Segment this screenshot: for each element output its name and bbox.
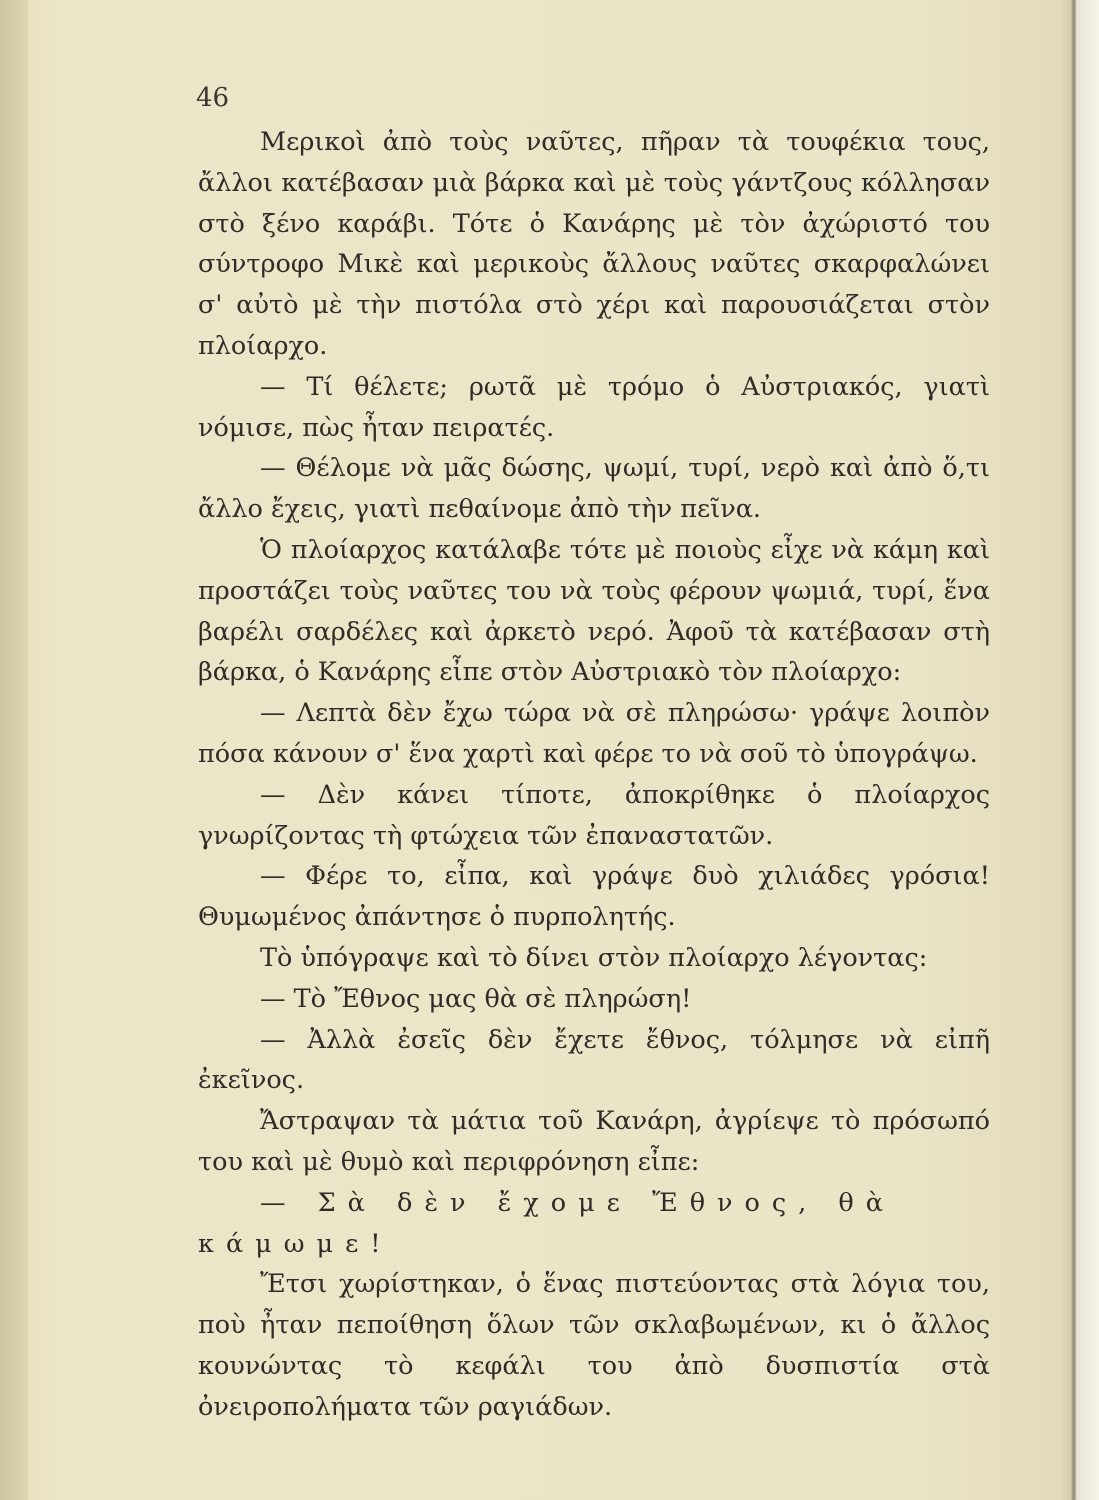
paragraph-7: — Φέρε το, εἶπα, καὶ γράψε δυὸ χιλιάδες γρόσια! Θυμωμένος ἀπάντησε ὁ πυρπολητής. [198,861,990,933]
paragraph-6: — Δὲν κάνει τίποτε, ἀποκρίθηκε ὁ πλοίαρχος γνωρίζοντας τὴ φτώχεια τῶν ἐπαναστατῶν. [198,779,990,851]
paragraph-4: Ὁ πλοίαρχος κατάλαβε τότε μὲ ποιοὺς εἶχε νὰ κάμη καὶ προστάζει τοὺς ναῦτες του νὰ τοὺς φέρουν ψωμιά, τυρί, ἕνα βαρέλι σαρδέλες καὶ ἀρκετὸ νερό. Ἀφοῦ τὰ κατέβασαν στὴ βάρκα, ὁ Κανάρης εἶπε στὸν Αὐστριακὸ τὸν πλοίαρχο: [198,534,990,688]
paragraph-13: Ἔτσι χωρίστηκαν, ὁ ἕνας πιστεύοντας στὰ λόγια του, ποὺ ἦταν πεποίθηση ὅλων τῶν σκλαβωμένων, κι ὁ ἄλλος κουνώντας τὸ κεφάλι του ἀπὸ δυσπιστία στὰ ὀνειροπολήματα τῶν ραγιάδων. [198,1269,990,1422]
page-gutter [0,0,28,1500]
paragraph-12: — Σὰ δὲν ἔχομε Ἔθνος, θὰ κάμωμε! [198,1187,895,1259]
paragraph-9: — Τὸ Ἔθνος μας θὰ σὲ πληρώση! [260,983,692,1014]
page-edge [1071,0,1099,1500]
paragraph-10: — Ἀλλὰ ἐσεῖς δὲν ἔχετε ἔθνος, τόλμησε νὰ εἰπῆ ἐκεῖνος. [198,1024,990,1096]
paragraph-2: — Τί θέλετε; ρωτᾶ μὲ τρόμο ὁ Αὐστριακός, γιατὶ νόμισε, πὼς ἦταν πειρατές. [198,371,990,443]
paragraph-5: — Λεπτὰ δὲν ἔχω τώρα νὰ σὲ πληρώσω· γράψε λοιπὸν πόσα κάνουν σ' ἕνα χαρτὶ καὶ φέρε το νὰ σοῦ τὸ ὑπογράψω. [198,698,990,769]
paragraph-1: Μερικοὶ ἀπὸ τοὺς ναῦτες, πῆραν τὰ τουφέκια τους, ἄλλοι κατέβασαν μιὰ βάρκα καὶ μὲ τοὺς γάντζους κόλλησαν στὸ ξένο καράβι. Τότε ὁ Κανάρης μὲ τὸν ἀχώριστό του σύντροφο Μικὲ καὶ μερικοὺς ἄλλους ναῦτες σκαρφαλώνει σ' αὐτὸ μὲ τὴν πιστόλα στὸ χέρι καὶ παρουσιάζεται στὸν πλοίαρχο. [198,127,990,361]
paragraph-3: — Θέλομε νὰ μᾶς δώσης, ψωμί, τυρί, νερὸ καὶ ἀπὸ ὅ,τι ἄλλο ἔχεις, γιατὶ πεθαίνομε ἀπὸ τὴν πεῖνα. [198,453,990,525]
body-text [198,122,990,1428]
page-number: 46 [196,83,230,113]
paragraph-11: Ἄστραψαν τὰ μάτια τοῦ Κανάρη, ἀγρίεψε τὸ πρόσωπό του καὶ μὲ θυμὸ καὶ περιφρόνηση εἶπε: [198,1106,990,1177]
paragraph-8: Τὸ ὑπόγραψε καὶ τὸ δίνει στὸν πλοίαρχο λέγοντας: [260,942,928,973]
